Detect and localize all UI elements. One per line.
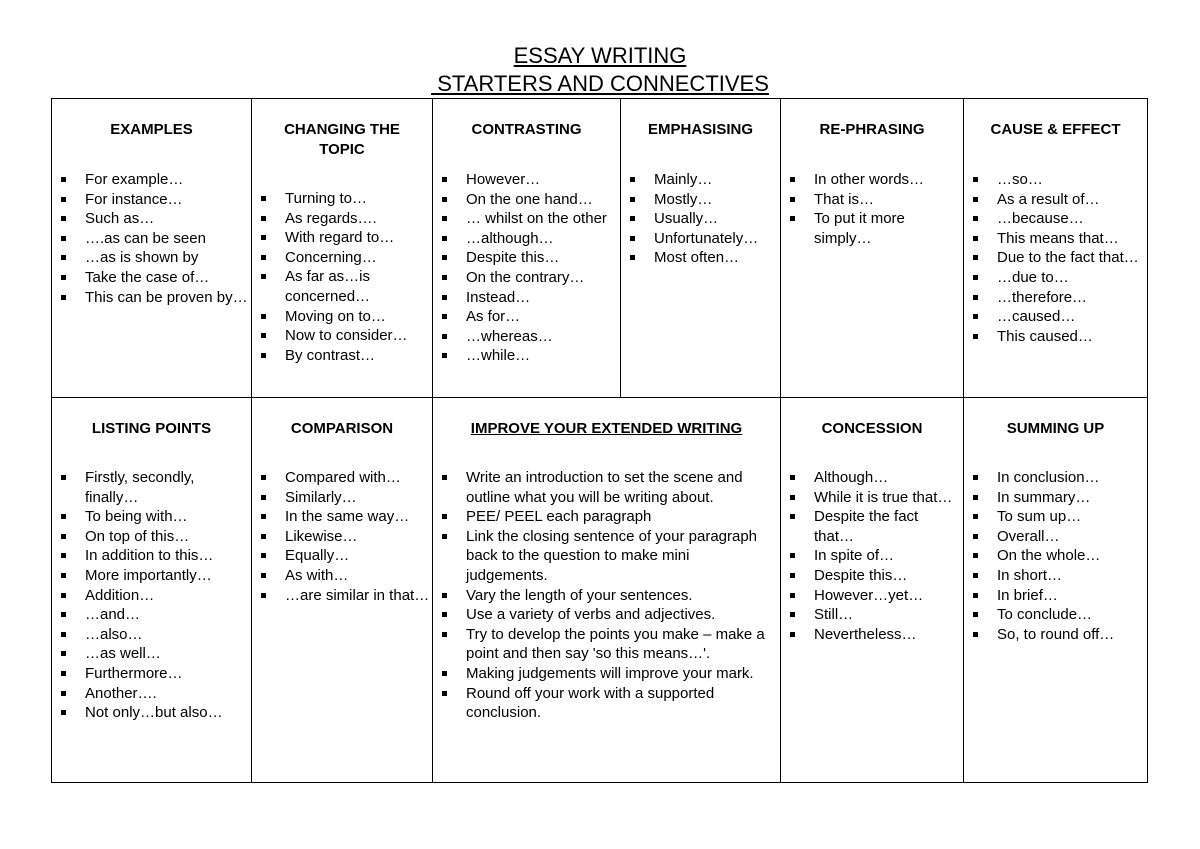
list-item: On the whole… [972, 546, 1145, 566]
heading-changing-topic: CHANGING THE TOPIC [284, 121, 400, 158]
list-item: Turning to… [260, 189, 430, 209]
list-item: Despite this… [789, 566, 961, 586]
list-item: Moving on to… [260, 307, 430, 327]
heading-improve-writing: IMPROVE YOUR EXTENDED WRITING [470, 420, 743, 437]
list-item: Most often… [629, 248, 778, 268]
list-item: In spite of… [789, 546, 961, 566]
list-item: So, to round off… [972, 625, 1145, 645]
list-item: PEE/ PEEL each paragraph [441, 507, 770, 527]
list-item: Due to the fact that… [972, 248, 1145, 268]
list-item: …therefore… [972, 288, 1145, 308]
heading-comparison: COMPARISON [290, 420, 394, 437]
list-examples [60, 170, 249, 307]
list-changing-topic [260, 189, 430, 365]
heading-concession: CONCESSION [821, 420, 923, 437]
list-item: Overall… [972, 527, 1145, 547]
list-summing-up [972, 468, 1145, 644]
list-item: Although… [789, 468, 961, 488]
title-line-1: ESSAY WRITING [513, 43, 687, 68]
heading-contrasting: CONTRASTING [471, 121, 582, 138]
list-item: …are similar in that… [260, 586, 430, 606]
list-item: Firstly, secondly, finally… [60, 468, 249, 507]
list-item: Concerning… [260, 248, 430, 268]
cell-emphasising [621, 99, 781, 398]
list-item: Likewise… [260, 527, 430, 547]
list-item: Making judgements will improve your mark. [441, 664, 770, 684]
list-item: …because… [972, 209, 1145, 229]
list-item: To sum up… [972, 507, 1145, 527]
list-item: Try to develop the points you make – make a point and then say 'so this means…'. [441, 625, 770, 664]
list-concession [789, 468, 961, 644]
list-item: ….as can be seen [60, 229, 249, 249]
list-rephrasing [789, 170, 961, 248]
list-item: To put it more simply… [789, 209, 961, 248]
list-item: For instance… [60, 190, 249, 210]
list-item: This means that… [972, 229, 1145, 249]
list-item: Write an introduction to set the scene and outline what you will be writing about. [441, 468, 770, 507]
list-item: Instead… [441, 288, 618, 308]
list-item: …due to… [972, 268, 1145, 288]
list-item: In addition to this… [60, 546, 249, 566]
cell-cause-effect [964, 99, 1148, 398]
list-item: By contrast… [260, 346, 430, 366]
list-item: Usually… [629, 209, 778, 229]
list-comparison [260, 468, 430, 605]
list-item: However…yet… [789, 586, 961, 606]
list-item: Unfortunately… [629, 229, 778, 249]
list-item: Compared with… [260, 468, 430, 488]
list-item: Link the closing sentence of your paragraph back to the question to make mini judgements. [441, 527, 770, 586]
list-item: …whereas… [441, 327, 618, 347]
list-item: Furthermore… [60, 664, 249, 684]
list-item: That is… [789, 190, 961, 210]
list-item: In short… [972, 566, 1145, 586]
list-item: Another…. [60, 684, 249, 704]
list-item: Equally… [260, 546, 430, 566]
list-item: In conclusion… [972, 468, 1145, 488]
list-item: …also… [60, 625, 249, 645]
list-item: Take the case of… [60, 268, 249, 288]
list-item: On the one hand… [441, 190, 618, 210]
list-item: Use a variety of verbs and adjectives. [441, 605, 770, 625]
cell-listing-points [52, 398, 252, 783]
list-item: Round off your work with a supported conclusion. [441, 684, 770, 723]
list-item: While it is true that… [789, 488, 961, 508]
page-title [0, 42, 1200, 98]
title-line-2: STARTERS AND CONNECTIVES [431, 71, 769, 96]
list-item: In other words… [789, 170, 961, 190]
list-item: With regard to… [260, 228, 430, 248]
list-item: … whilst on the other [441, 209, 618, 229]
list-item: …as is shown by [60, 248, 249, 268]
list-item: As far as…is concerned… [260, 267, 430, 306]
list-item: Despite this… [441, 248, 618, 268]
list-listing-points [60, 468, 249, 723]
list-emphasising [629, 170, 778, 268]
cell-concession [781, 398, 964, 783]
list-item: …and… [60, 605, 249, 625]
list-item: Similarly… [260, 488, 430, 508]
cell-changing-topic [252, 99, 433, 398]
list-cause-effect [972, 170, 1145, 346]
heading-emphasising: EMPHASISING [647, 121, 753, 138]
list-item: In summary… [972, 488, 1145, 508]
list-item: Mostly… [629, 190, 778, 210]
list-item: …while… [441, 346, 618, 366]
list-contrasting [441, 170, 618, 366]
list-item: Nevertheless… [789, 625, 961, 645]
list-item: On the contrary… [441, 268, 618, 288]
list-item: Mainly… [629, 170, 778, 190]
cell-rephrasing [781, 99, 964, 398]
list-item: Now to consider… [260, 326, 430, 346]
list-item: …so… [972, 170, 1145, 190]
list-item: …caused… [972, 307, 1145, 327]
list-item: Despite the fact that… [789, 507, 961, 546]
list-item: In the same way… [260, 507, 430, 527]
list-item: As a result of… [972, 190, 1145, 210]
list-item: This caused… [972, 327, 1145, 347]
list-item: As with… [260, 566, 430, 586]
list-item: To being with… [60, 507, 249, 527]
heading-summing-up: SUMMING UP [1006, 420, 1105, 437]
cell-comparison [252, 398, 433, 783]
list-item: More importantly… [60, 566, 249, 586]
list-item: This can be proven by… [60, 288, 249, 308]
heading-rephrasing: RE-PHRASING [819, 121, 925, 138]
list-improve-writing [441, 468, 770, 723]
list-item: In brief… [972, 586, 1145, 606]
list-item: …as well… [60, 644, 249, 664]
list-item: Still… [789, 605, 961, 625]
cell-contrasting [433, 99, 621, 398]
list-item: Not only…but also… [60, 703, 249, 723]
heading-listing-points: LISTING POINTS [91, 420, 212, 437]
heading-examples: EXAMPLES [110, 121, 193, 138]
list-item: For example… [60, 170, 249, 190]
list-item: On top of this… [60, 527, 249, 547]
list-item: As for… [441, 307, 618, 327]
connectives-table [51, 98, 1148, 783]
list-item: Addition… [60, 586, 249, 606]
heading-cause-effect: CAUSE & EFFECT [990, 121, 1121, 138]
list-item: As regards…. [260, 209, 430, 229]
list-item: Vary the length of your sentences. [441, 586, 770, 606]
list-item: …although… [441, 229, 618, 249]
cell-improve-writing [433, 398, 781, 783]
cell-examples [52, 99, 252, 398]
list-item: Such as… [60, 209, 249, 229]
list-item: To conclude… [972, 605, 1145, 625]
list-item: However… [441, 170, 618, 190]
cell-summing-up [964, 398, 1148, 783]
